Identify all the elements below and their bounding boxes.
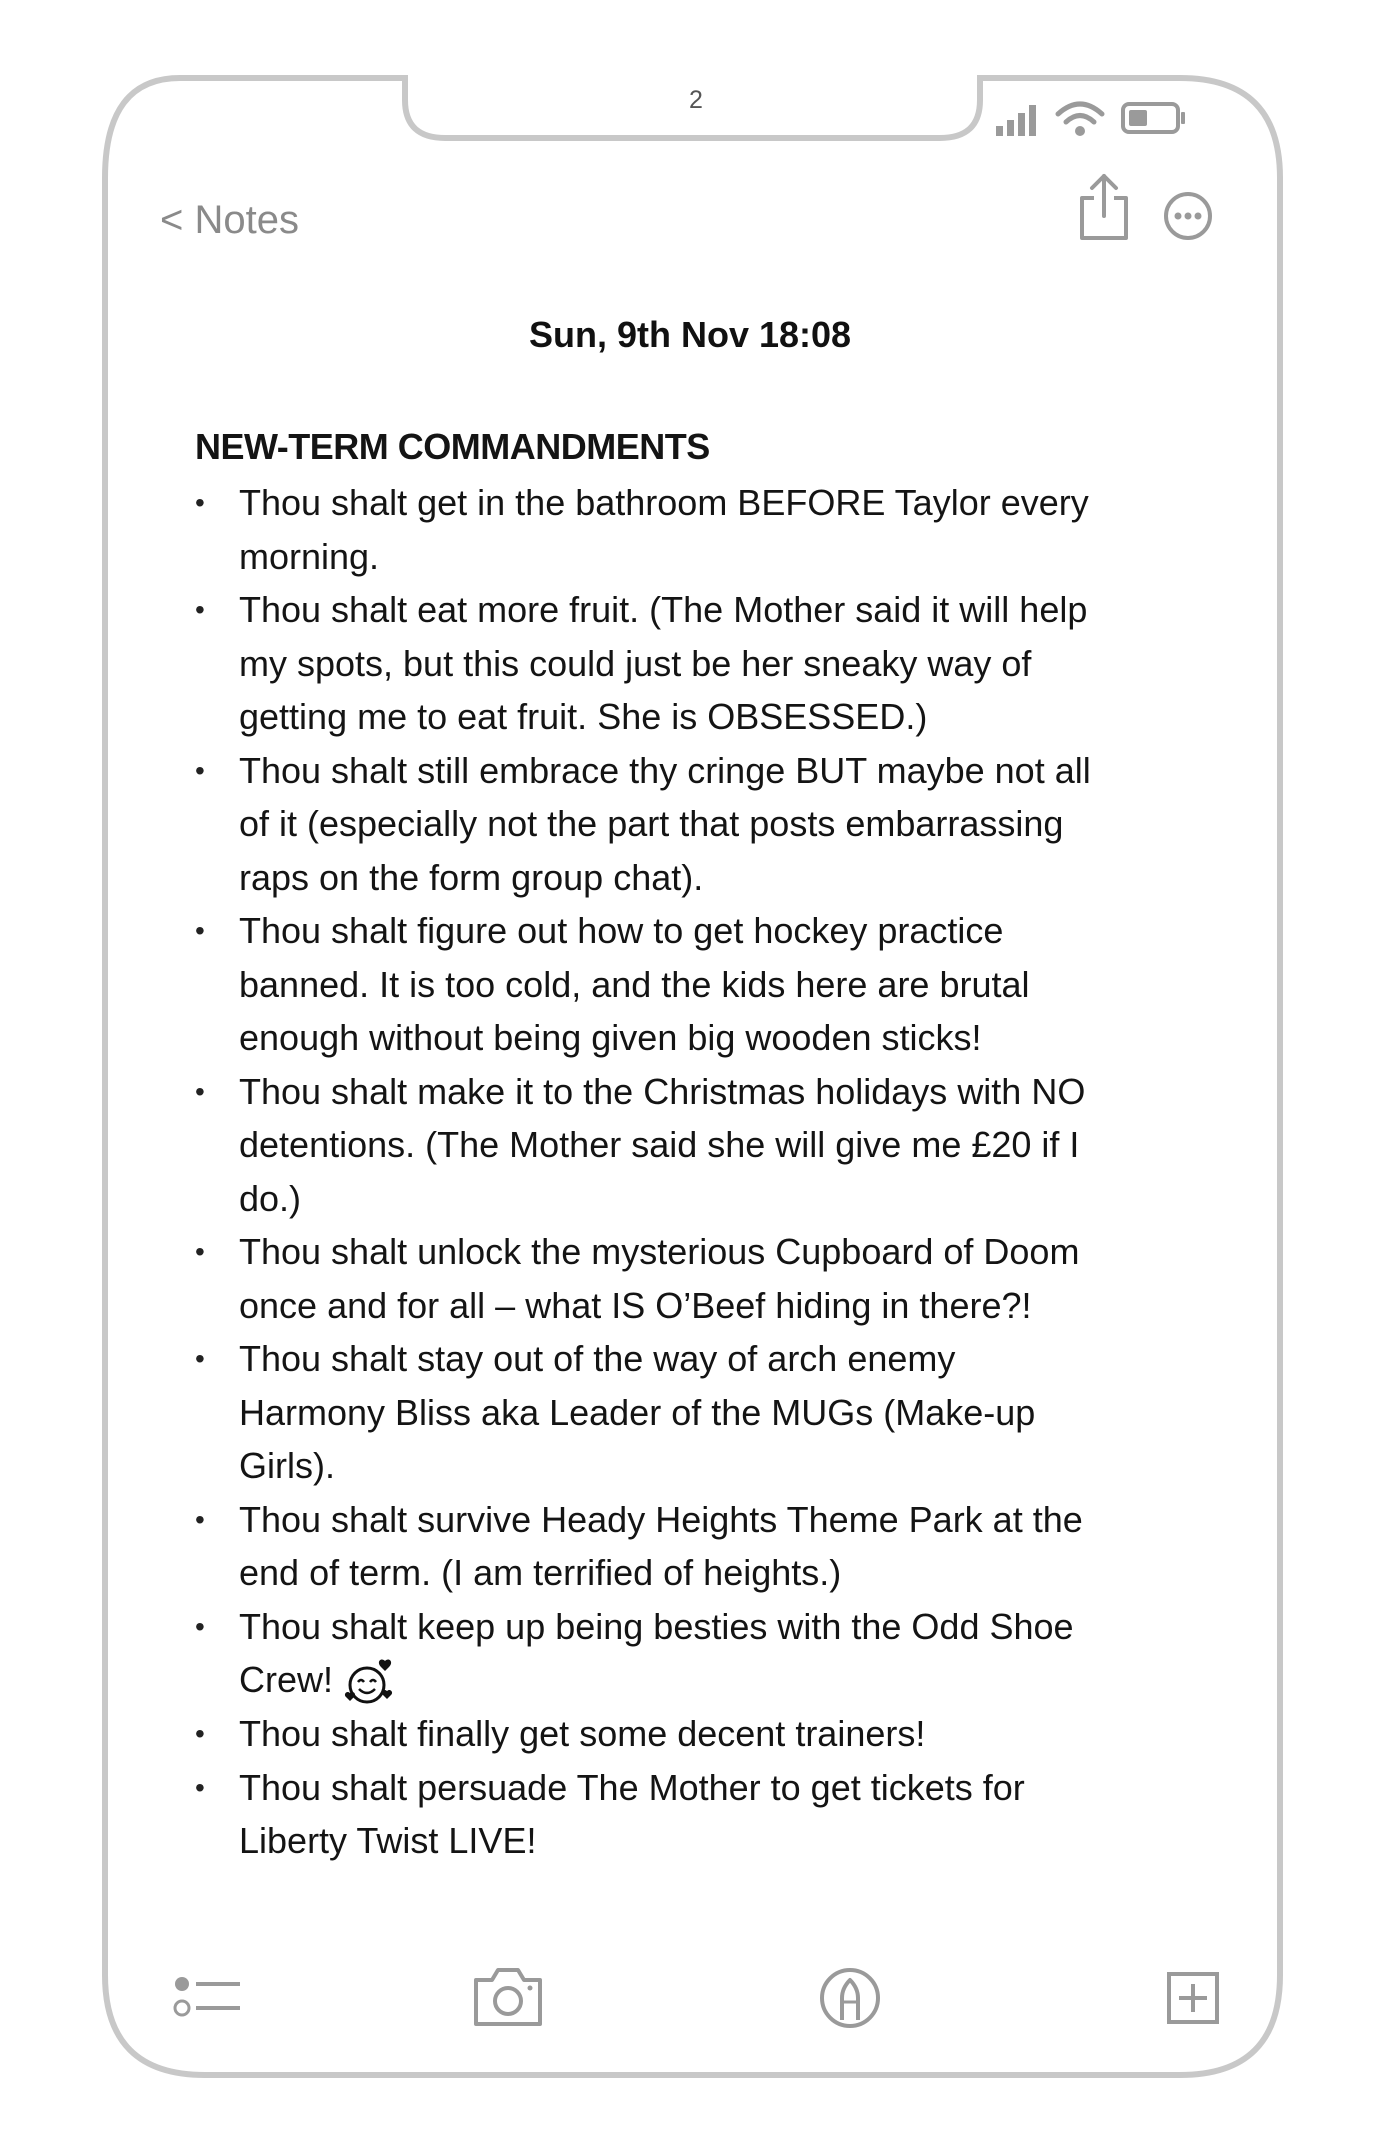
markup-button[interactable]	[810, 1958, 890, 2038]
list-item	[195, 1065, 1095, 1226]
add-button[interactable]	[1155, 1958, 1235, 2038]
list-item-text: Thou shalt survive Heady Heights Theme Park at the end of term. (I am terrified of heights.)	[239, 1498, 1083, 1593]
note-body[interactable]	[195, 420, 1095, 1868]
list-item-text: Thou shalt still embrace thy cringe BUT maybe not all of it (especially not the part that posts embarrassing raps on the form group chat).	[239, 749, 1091, 898]
note-date: Sun, 9th Nov 18:08	[528, 314, 852, 355]
list-item-text: Thou shalt eat more fruit. (The Mother said it will help my spots, but this could just be her sneaky way of getting me to eat fruit. She is OBSESSED.)	[239, 589, 1088, 737]
wifi-icon	[1050, 98, 1110, 142]
add-icon	[1155, 1958, 1235, 2038]
list-item	[195, 744, 1095, 905]
list-item	[195, 476, 1095, 583]
more-button[interactable]	[1162, 190, 1214, 242]
list-item-text: Thou shalt finally get some decent trainers!	[239, 1713, 926, 1755]
list-item-text: Thou shalt get in the bathroom BEFORE Taylor every morning.	[239, 482, 1089, 577]
list-item	[195, 1332, 1095, 1493]
list-item-text: Thou shalt figure out how to get hockey practice banned. It is too cold, and the kids here are brutal enough without being given big wooden sticks!	[239, 910, 1030, 1058]
note-heading: NEW-TERM COMMANDMENTS	[195, 426, 710, 467]
smiling-face-with-hearts-icon	[343, 1657, 397, 1707]
list-item	[195, 1761, 1095, 1868]
checklist-button[interactable]	[168, 1958, 248, 2038]
page-number: 2	[689, 86, 703, 114]
camera-icon	[468, 1958, 548, 2038]
list-item-text: Thou shalt keep up being besties with the Odd Shoe Crew!	[239, 1605, 1074, 1700]
list-item	[195, 904, 1095, 1065]
list-item-text: Thou shalt stay out of the way of arch enemy Harmony Bliss aka Leader of the MUGs (Make-up Girls).	[239, 1338, 1036, 1486]
list-item	[195, 583, 1095, 744]
ellipsis-icon	[1162, 190, 1214, 242]
list-item-text: Thou shalt persuade The Mother to get tickets for Liberty Twist LIVE!	[239, 1766, 1025, 1862]
list-item	[195, 1707, 1095, 1761]
list-item-text: Thou shalt unlock the mysterious Cupboard of Doom once and for all – what IS O’Beef hiding in there?!	[239, 1231, 1080, 1326]
camera-button[interactable]	[468, 1958, 548, 2038]
battery-icon	[1120, 98, 1190, 142]
list-item-text: Thou shalt make it to the Christmas holidays with NO detentions. (The Mother said she will give me £20 if I do.)	[239, 1070, 1086, 1219]
checklist-icon	[168, 1958, 248, 2038]
list-item	[195, 1225, 1095, 1332]
back-to-notes-link[interactable]: < Notes	[160, 198, 299, 242]
status-icons	[990, 98, 1190, 142]
list-item	[195, 1493, 1095, 1600]
list-item	[195, 1600, 1095, 1708]
share-icon	[1076, 172, 1132, 242]
markup-pen-icon	[810, 1958, 890, 2038]
commandments-list	[195, 476, 1095, 1868]
share-button[interactable]	[1076, 172, 1132, 242]
